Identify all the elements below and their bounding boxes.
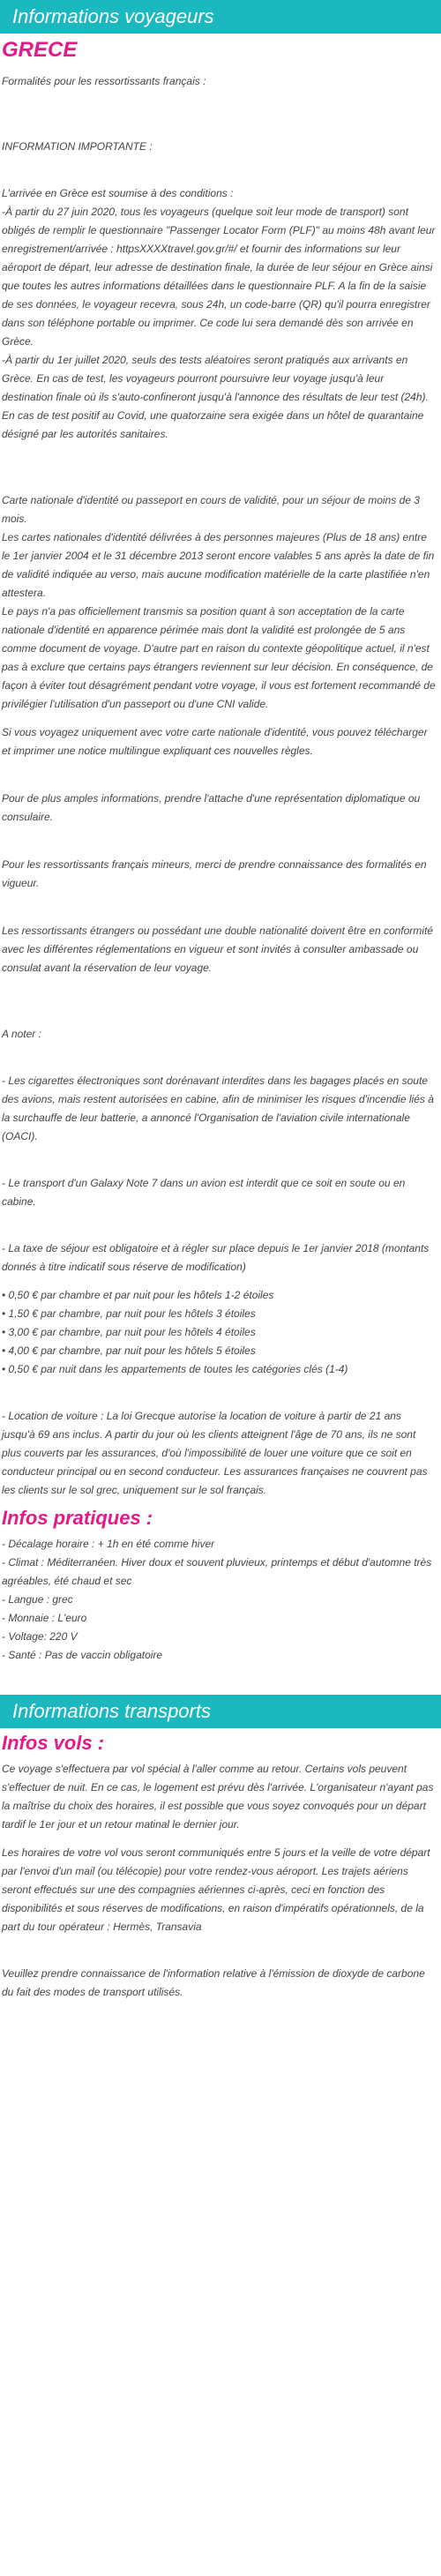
paragraph-location-voiture: - Location de voiture : La loi Grecque autorise la location de voiture à partir de 21 ans jusqu'à 69 ans inclus. A partir du jour où les clients atteignent l'âge de 70 ans, ils ne sont plus couverts par les assurances, d'où l'impossibilité de louer une voiture que ce soit en conducteur principal ou en second conducteur. Les assurances françaises ne couvrent pas les clients sur le sol grec, uniquement sur le sol français. bbox=[2, 1410, 428, 1496]
paragraph-plf: -À partir du 27 juin 2020, tous les voyageurs (quelque soit leur mode de transport) sont obligés de remplir le questionnaire "Passenger Locator Form (PLF)" au moins 48h avant leur enregistrement/arrivée : httpsXXXXtravel.gov.gr/#/ et fournir des informations sur leur aéroport de départ, leur adresse de destination finale, la durée de leur séjour en Grèce ainsi que toutes les autres informations détaillées dans le questionnaire PLF. A la fin de la saisie de ses données, le voyageur recevra, sous 24h, un code-barre (QR) qu'il pourra enregistrer dans son téléphone portable ou imprimer. Ce code lui sera demandé dès son arrivée en Grèce. bbox=[2, 206, 436, 348]
infos-vols-title: Infos vols : bbox=[2, 1732, 105, 1754]
list-item-taxe: • 3,00 € par chambre, par nuit pour les hôtels 4 étoiles bbox=[2, 1326, 256, 1338]
list-item-taxe: • 0,50 € par nuit dans les appartements de toutes les catégories clés (1-4) bbox=[2, 1363, 348, 1375]
paragraph-cni-position: Le pays n'a pas officiellement transmis sa position quant à son acceptation de la carte nationale d'identité en apparence périmée mais dont la validité est prolongée de 5 ans comme document de voyage. D'autre part en raison du contexte géopolitique actuel, il n'est pas à exclure que certains pays étrangers reviennent sur leur décision. En conséquence, de façon à éviter tout désagrément pendant votre voyage, il vous est fortement recommandé de privilégier l'utilisation d'un passeport ou d'une CNI valide. bbox=[2, 605, 436, 710]
paragraph-conditions-intro: L'arrivée en Grèce est soumise à des conditions : bbox=[2, 187, 234, 199]
paragraph-etrangers: Les ressortissants étrangers ou possédant une double nationalité doivent être en conformité avec les différentes réglementations en vigueur et sont invités à consulter ambassade ou consulat avant la réservation de leur voyage. bbox=[2, 925, 433, 974]
list-item-taxe: • 0,50 € par chambre et par nuit pour les hôtels 1-2 étoiles bbox=[2, 1289, 274, 1301]
list-item-taxe: • 1,50 € par chambre, par nuit pour les hôtels 3 étoiles bbox=[2, 1307, 256, 1320]
infos-pratiques-title: Infos pratiques : bbox=[2, 1507, 153, 1529]
list-item-pratique: - Voltage: 220 V bbox=[2, 1630, 78, 1643]
section-header-transports: Informations transports bbox=[0, 1695, 441, 1728]
list-item-pratique: - Santé : Pas de vaccin obligatoire bbox=[2, 1649, 163, 1661]
list-item-taxe: • 4,00 € par chambre, par nuit pour les hôtels 5 étoiles bbox=[2, 1344, 256, 1357]
paragraph-cni-validite: Les cartes nationales d'identité délivrées à des personnes majeures (Plus de 18 ans) entre le 1er janvier 2004 et le 31 décembre 2013 seront encore valables 5 ans après la date de fin de validité indiquée au verso, mais aucune modification matérielle de la carte plastifiée n'en attestera. bbox=[2, 531, 435, 599]
paragraph-a-noter: A noter : bbox=[2, 1028, 41, 1040]
list-item-pratique: - Décalage horaire : + 1h en été comme hiver bbox=[2, 1538, 215, 1550]
paragraph-vol-special: Ce voyage s'effectuera par vol spécial à l'aller comme au retour. Certains vols peuvent s'effectuer de nuit. En ce cas, le logement est prévu dès l'arrivée. L'organisateur n'ayant pas la maîtrise du choix des horaires, il est possible que vous soyez convoqués pour un départ tardif le 1er jour et un retour matinal le dernier jour. bbox=[2, 1763, 434, 1831]
paragraph-cigarettes: - Les cigarettes électroniques sont dorénavant interdites dans les bagages placés en soute des avions, mais restent autorisées en cabine, afin de minimiser les risques d'incendie liés à la surchauffe de leur batterie, a annoncé l'Organisation de l'aviation civile internationale (OACI). bbox=[2, 1075, 434, 1142]
paragraph-horaires: Les horaires de votre vol vous seront communiqués entre 5 jours et la veille de votre départ par l'envoi d'un mail (ou télécopie) pour votre rendez-vous aéroport. Les trajets aériens seront effectués sur une des compagnies aériennes ci-après, ceci en fonction des disponibilités et sous réserves de modifications, en raison d'impératifs opérationnels, de la part du tour opérateur : Hermès, Transavia bbox=[2, 1846, 430, 1933]
paragraph-co2: Veuillez prendre connaissance de l'information relative à l'émission de dioxyde de carbone du fait des modes de transport utilisés. bbox=[2, 1967, 425, 1998]
country-title: GRECE bbox=[2, 38, 78, 62]
paragraph-galaxy-note: - Le transport d'un Galaxy Note 7 dans un avion est interdit que ce soit en soute ou en cabine. bbox=[2, 1177, 406, 1208]
paragraph-info-importante: INFORMATION IMPORTANTE : bbox=[2, 140, 153, 153]
paragraph-cni: Carte nationale d'identité ou passeport en cours de validité, pour un séjour de moins de 3 mois. bbox=[2, 494, 420, 525]
list-item-pratique: - Monnaie : L'euro bbox=[2, 1612, 87, 1624]
paragraph-formalites: Formalités pour les ressortissants français : bbox=[2, 75, 206, 87]
list-item-pratique: - Langue : grec bbox=[2, 1593, 73, 1606]
paragraph-tests: -À partir du 1er juillet 2020, seuls des tests aléatoires seront pratiqués aux arrivants en Grèce. En cas de test, les voyageurs pourront poursuivre leur voyage jusqu'à leur destination finale où ils s'auto-confineront jusqu'à l'annonce des résultats de leur test (24h). En cas de test positif au Covid, une quatorzaine sera exigée dans un hôtel de quarantaine désigné par les autorités sanitaires. bbox=[2, 354, 429, 440]
list-item-pratique: - Climat : Méditerranéen. Hiver doux et souvent pluvieux, printemps et début d'automne très agréables, été chaud et sec bbox=[2, 1556, 432, 1587]
section-header-voyageurs: Informations voyageurs bbox=[0, 0, 441, 34]
paragraph-mineurs: Pour les ressortissants français mineurs, merci de prendre connaissance des formalités en vigueur. bbox=[2, 858, 427, 889]
paragraph-representation: Pour de plus amples informations, prendre l'attache d'une représentation diplomatique ou consulaire. bbox=[2, 792, 421, 823]
paragraph-taxe-sejour: - La taxe de séjour est obligatoire et à régler sur place depuis le 1er janvier 2018 (montants donnés à titre indicatif sous réserve de modification) bbox=[2, 1242, 430, 1273]
paragraph-notice-multilingue: Si vous voyagez uniquement avec votre carte nationale d'identité, vous pouvez télécharger et imprimer une notice multilingue expliquant ces nouvelles règles. bbox=[2, 726, 428, 757]
